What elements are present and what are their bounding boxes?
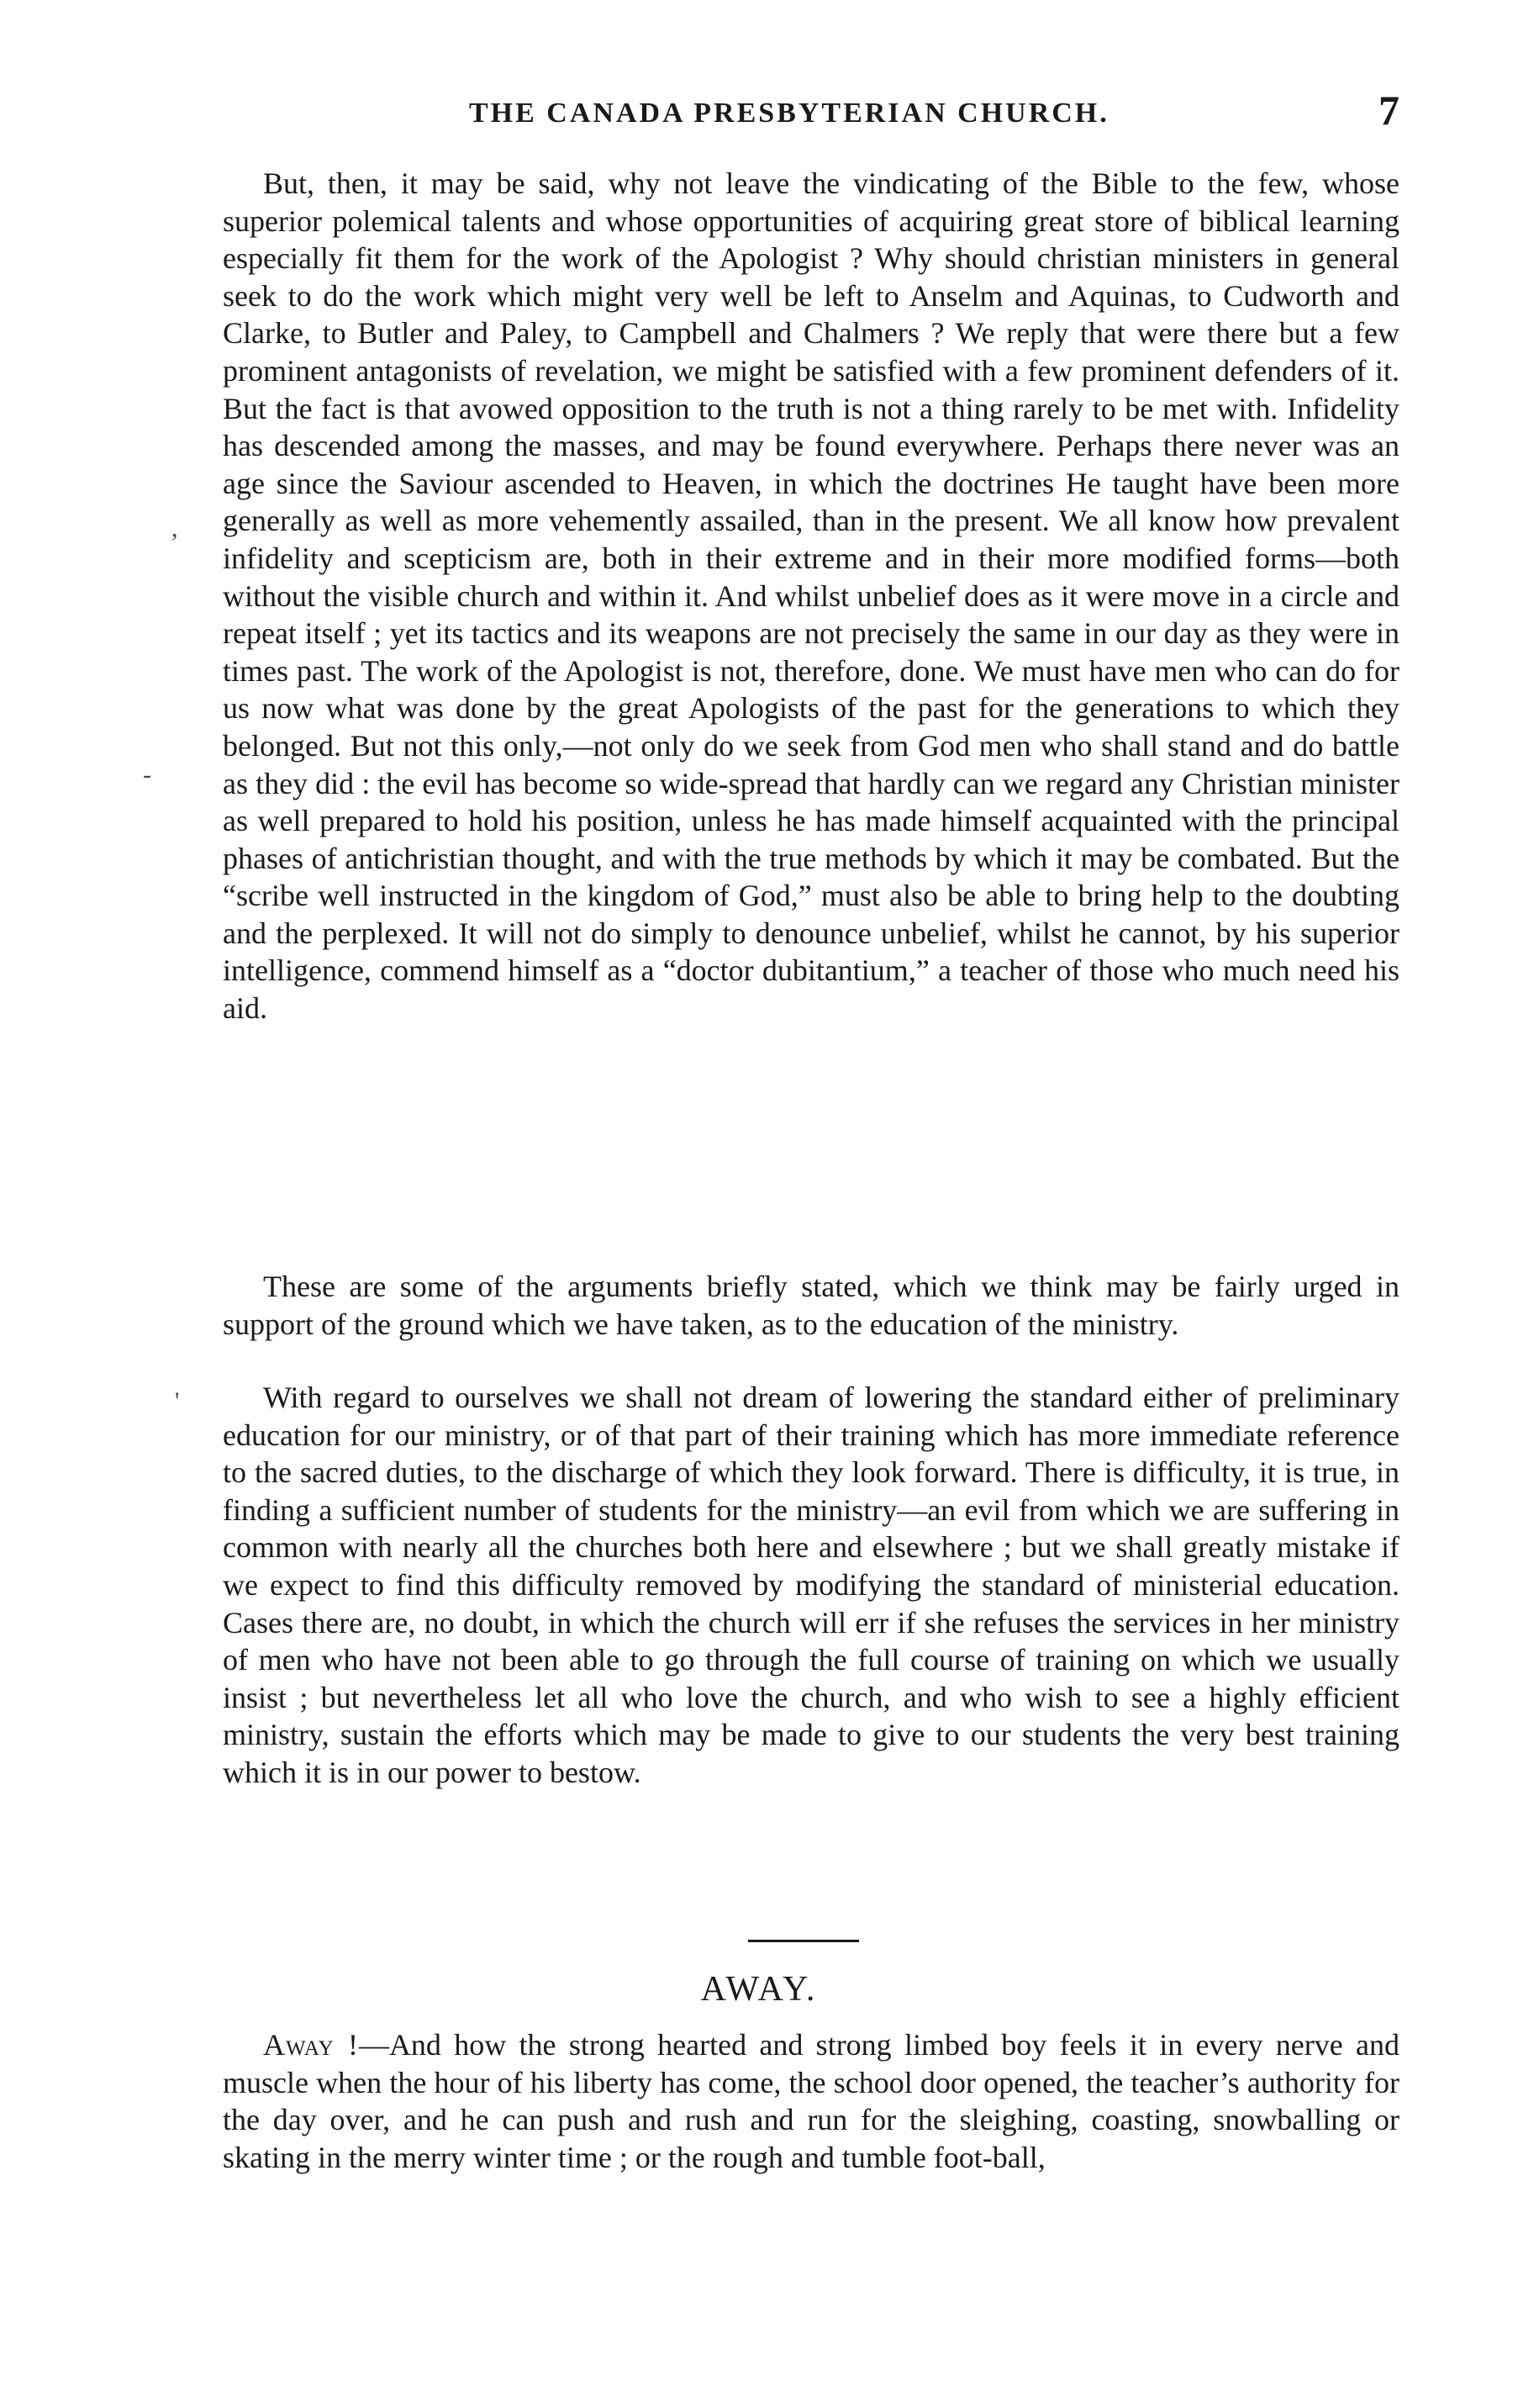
paragraph-text (223, 2026, 1399, 2176)
margin-mark: ' (175, 1387, 180, 1415)
paragraph-text: These are some of the arguments briefly stated, which we think may be fairly urged in support of the ground which we have taken, as to the education of the ministry. (223, 1270, 1399, 1341)
running-head (223, 87, 1399, 141)
page-number: 7 (1378, 87, 1399, 134)
margin-mark: - (143, 761, 151, 789)
running-title: THE CANADA PRESBYTERIAN CHURCH. (469, 98, 1110, 129)
paragraph-standard (223, 1379, 1399, 1792)
lead-word: Away ! (263, 2028, 359, 2062)
paragraph-text: But, then, it may be said, why not leave the vindicating of the Bible to the few, whose superior polemical talents and whose opportunities of acquiring great store of biblical learning especially fit them for the work of the Apologist ? Why should christian ministers in general seek to do the work which might very well be left to Anselm and Aquinas, to Cudworth and Clarke, to Butler and Paley, to Campbell and Chalmers ? We reply that were there but a few prominent antagonists of revelation, we might be satisfied with a few prominent defenders of it. But the fact is that avowed opposition to the truth is not a thing rarely to be met with. Infidelity has descended among the masses, and may be found everywhere. Perhaps there never was an age since the Saviour ascended to Heaven, in which the doctrines He taught have been more generally as well as more vehemently assailed, than in the present. We all know how prevalent infidelity and scepticism are, both in their extreme and in their more modified forms—both without the visible church and within it. And whilst unbelief does as it were move in a circle and repeat itself ; yet its tactics and its weapons are not precisely the same in our day as they were in times past. The work of the Apologist is not, therefore, done. We must have men who can do for us now what was done by the great Apologists of the past for the generations to which they belonged. But not this only,—not only do we seek from God men who shall stand and do battle as they did : the evil has become so wide-spread that hardly can we regard any Christian minister as well prepared to hold his position, unless he has made himself acquainted with the principal phases of antichristian thought, and with the true methods by which it may be combated. But the “scribe well instructed in the kingdom of God,” must also be able to bring help to the doubting and the perplexed. It will not do simply to denounce unbelief, whilst he cannot, by his superior intelligence, commend himself as a “doctor dubitantium,” a teacher of those who much need his aid. (223, 166, 1399, 1026)
paragraph-away (223, 2026, 1399, 2176)
paragraph-text: With regard to ourselves we shall not dream of lowering the standard either of preliminary education for our ministry, or of that part of their training which has more immediate reference to the sacred duties, to the discharge of which they look forward. There is difficulty, it is true, in finding a sufficient number of students for the ministry—an evil from which we are suffering in common with nearly all the churches both here and elsewhere ; but we shall greatly mistake if we expect to find this difficulty removed by modifying the standard of ministerial education. Cases there are, no doubt, in which the church will err if she refuses the services in her ministry of men who have not been able to go through the full course of training on which we usually insist ; but nevertheless let all who love the church, and who wish to see a highly efficient ministry, sustain the efforts which may be made to give to our students the very best training which it is in our power to bestow. (223, 1381, 1399, 1789)
section-divider (748, 1940, 859, 1942)
paragraph-arguments (223, 1268, 1399, 1343)
paragraph-rest: —And how the strong hearted and strong limbed boy feels it in every nerve and muscle when the hour of his liberty has come, the school door opened, the teacher’s authority for the day over, and he can push and rush and run for the sleighing, coasting, snowballing or skating in the merry winter time ; or the rough and tumble foot-ball, (223, 2028, 1399, 2174)
margin-mark: , (171, 515, 178, 542)
paragraph-apologist (223, 165, 1399, 1027)
section-heading: AWAY. (700, 1970, 818, 2009)
